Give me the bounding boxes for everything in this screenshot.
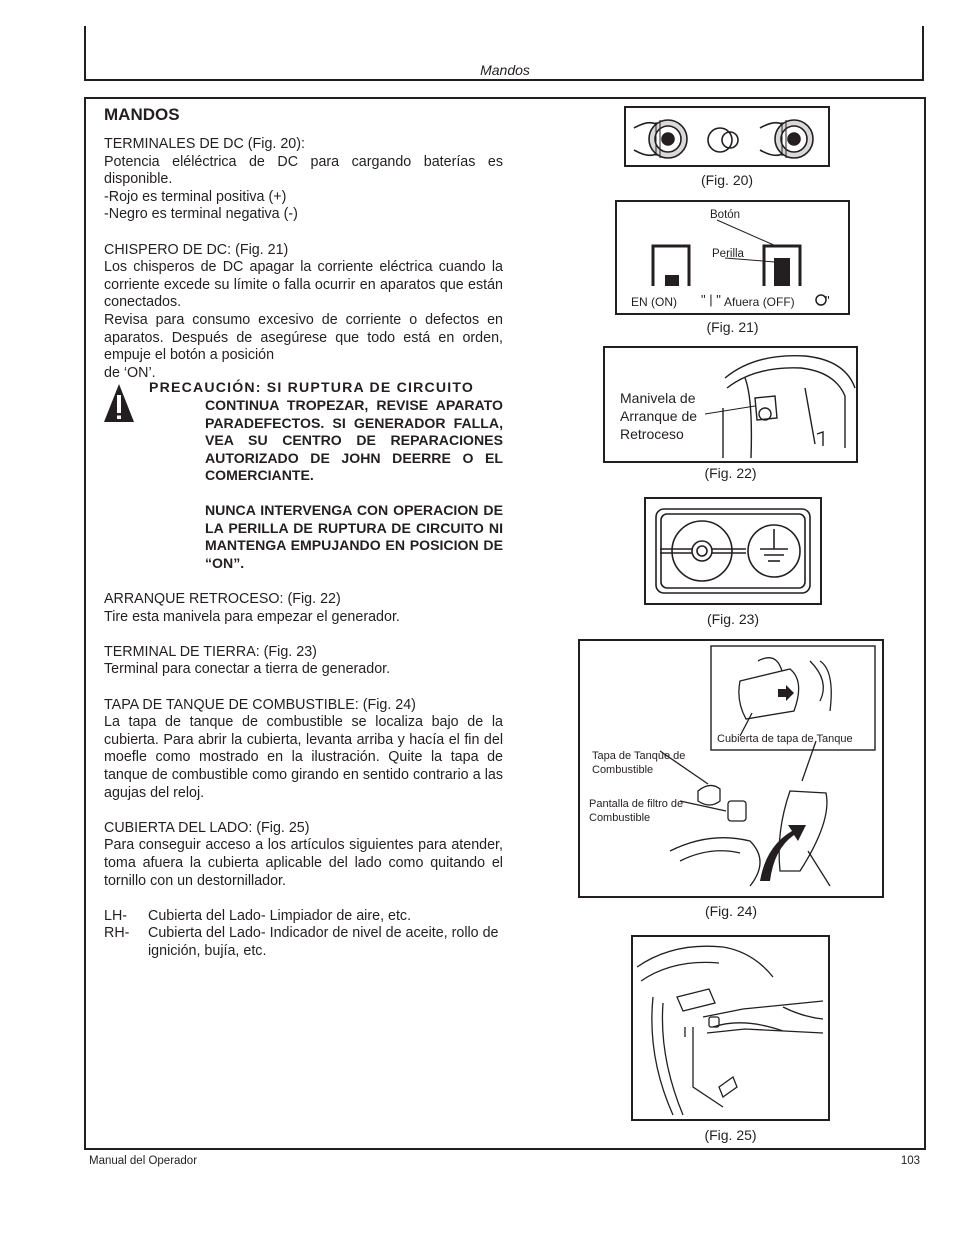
figure-20: [624, 106, 830, 167]
dc-breaker-heading: CHISPERO DE DC: (Fig. 21): [104, 241, 289, 258]
on-label: EN (ON): [631, 295, 677, 309]
figure-25-caption: (Fig. 25): [704, 1127, 757, 1143]
list-item: [104, 925, 503, 960]
fuel-cap-label: Tapa de Tanque de Combustible: [592, 750, 686, 776]
section-header: Mandos: [480, 62, 530, 78]
side-cover-heading: CUBIERTA DEL LADO: (Fig. 25): [104, 819, 310, 836]
figure-23: [644, 497, 822, 605]
dc-terminals-text: Potencia eléléctrica de DC para cargando baterías es disponible.: [104, 153, 503, 188]
side-cover-illustration-icon: [633, 937, 828, 1119]
list-item: [104, 908, 503, 926]
page-number: 103: [900, 1155, 920, 1167]
list-item-key: LH-: [104, 907, 128, 924]
caution-lead: PRECAUCIÓN: SI RUPTURA DE CIRCUITO: [149, 379, 475, 395]
dc-terminals-heading: TERMINALES DE DC (Fig. 20):: [104, 136, 305, 152]
text-column-top: [104, 136, 503, 382]
figure-20-caption: (Fig. 20): [700, 172, 754, 188]
knob-label: Perilla: [712, 248, 744, 260]
ground-heading: TERMINAL DE TIERRA: (Fig. 23): [104, 643, 317, 660]
ground-text: Terminal para conectar a tierra de generador.: [104, 661, 391, 678]
caution-note: NUNCA INTERVENGA CON OPERACION DE LA PERILLA DE RUPTURA DE CIRCUITO NI MANTENGA EMPUJANDO EN POSICION DE “ON”.: [205, 502, 503, 571]
figure-23-caption: (Fig. 23): [706, 611, 760, 627]
side-cover-text: Para conseguir acceso a los artículos siguientes para atender, toma afuera la cubierta aplicable del lado como quitando el tornillo con un destornillador.: [104, 837, 503, 889]
figure-24: [578, 639, 884, 898]
dc-terminal-red: -Rojo es terminal positiva (+): [104, 188, 287, 205]
dc-terminals-icon: [626, 108, 828, 165]
text-column-bottom: [104, 591, 503, 960]
caution-body: CONTINUA TROPEZAR, REVISE APARATO PARADEFECTOS. SI GENERADOR FALLA, VEA SU CENTRO DE REPARACIONES AUTORIZADO DE JOHN DEERRE O EL COMERCIANTE.: [205, 397, 503, 484]
recoil-text: Tire esta manivela para empezar el generador.: [104, 608, 400, 625]
figure-21: [615, 200, 850, 315]
fuel-screen-label: Pantalla de filtro de Combustible: [589, 798, 684, 824]
dc-breaker-text-2: Revisa para consumo excesivo de corriente o defectos en aparatos. Después de asegúrese que todo está en orden, empuje el botón a posición: [104, 311, 503, 364]
dc-terminal-black: -Negro es terminal negativa (-): [104, 206, 298, 223]
figure-25: [631, 935, 830, 1121]
list-item-key: RH-: [104, 925, 130, 942]
dc-breaker-text-3: de ‘ON’.: [104, 364, 156, 381]
warning-triangle-icon: [102, 382, 136, 424]
figure-24-caption: (Fig. 24): [704, 903, 758, 919]
page-title: MANDOS: [104, 105, 180, 124]
figure-21-caption: (Fig. 21): [706, 319, 759, 335]
fuel-cap-text: La tapa de tanque de combustible se localiza bajo de la cubierta. Para abrir la cubierta, levanta arriba y hacía el fin del moefle como mostrado en la ilustración. Quite la tapa de tanque de combustible como girando en sentido contrario a las agujas del reloj.: [104, 714, 503, 801]
figure-22-caption: (Fig. 22): [704, 465, 757, 481]
recoil-heading: ARRANQUE RETROCESO: (Fig. 22): [104, 591, 341, 607]
fuel-cap-heading: TAPA DE TANQUE DE COMBUSTIBLE: (Fig. 24): [104, 696, 416, 713]
fuel-cap-cover-label: Cubierta de tapa de Tanque: [717, 733, 853, 745]
svg-text:": ": [825, 293, 830, 308]
recoil-label: Manivela de Arranque de Retroceso: [620, 390, 698, 442]
off-label: Afuera (OFF): [724, 295, 795, 309]
list-item-value: Cubierta del Lado- Limpiador de aire, etc.: [148, 907, 412, 924]
list-item-value: Cubierta del Lado- Indicador de nivel de aceite, rollo de ignición, bujía, etc.: [148, 925, 499, 959]
figure-22: [603, 346, 858, 463]
button-label: Botón: [710, 209, 741, 221]
dc-breaker-text-1: Los chisperos de DC apagar la corriente eléctrica cuando la corriente excede su límite o falla ocurrir en aparatos que están conectados.: [104, 259, 503, 311]
svg-text:" | ": " | ": [701, 292, 721, 307]
ground-terminal-icon: [646, 499, 820, 603]
footer-manual: Manual del Operador: [89, 1155, 198, 1167]
